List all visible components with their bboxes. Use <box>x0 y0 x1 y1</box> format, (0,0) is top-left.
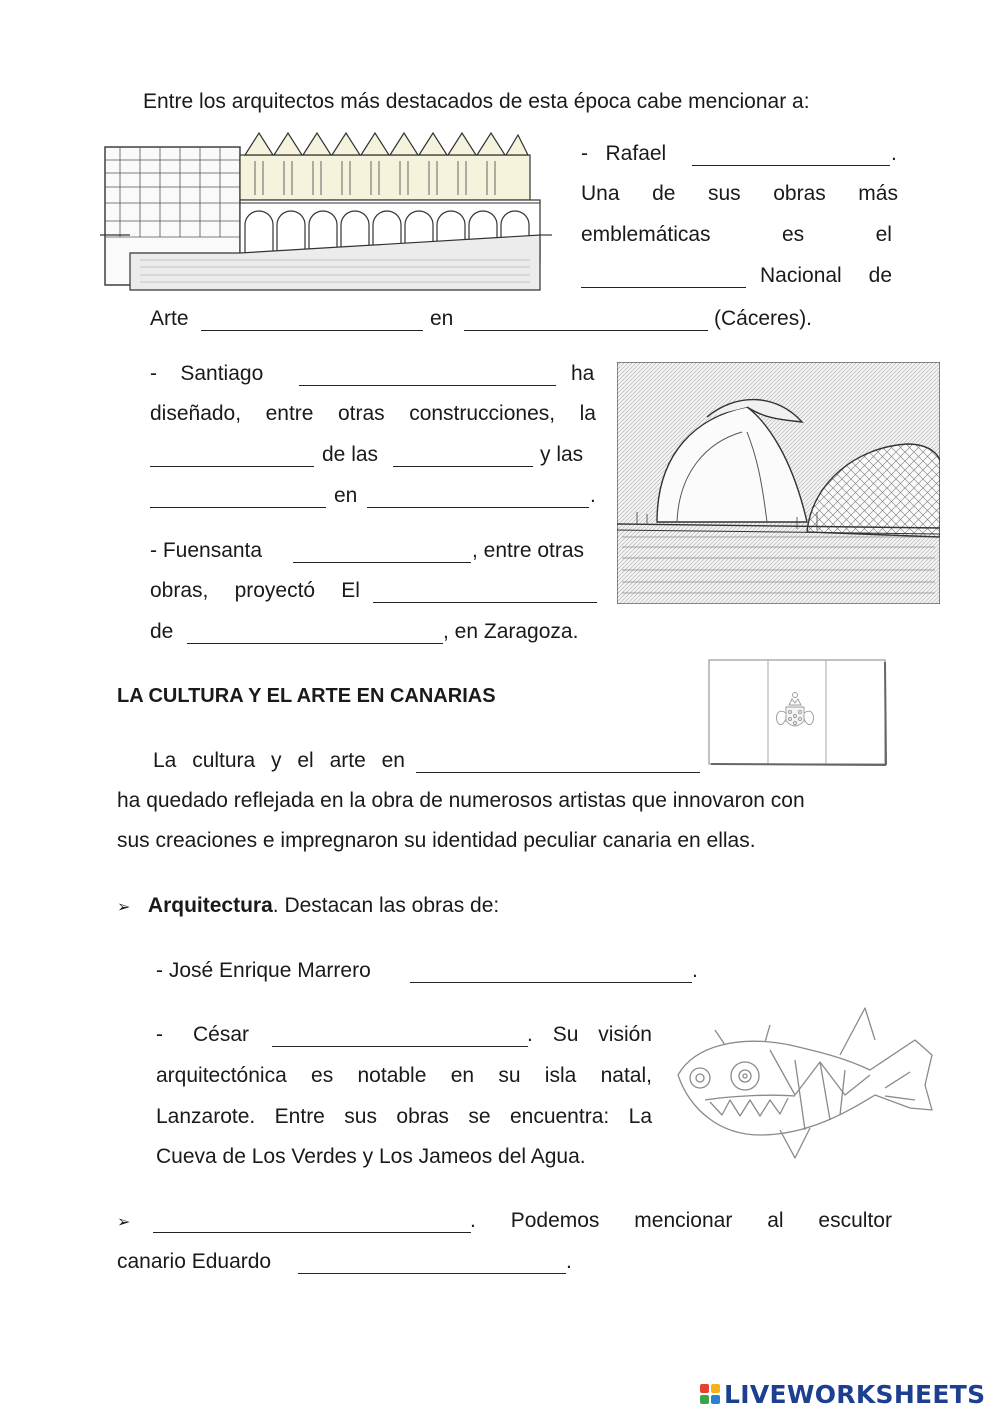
rafael-period: . <box>891 142 897 165</box>
cesar-line-1-end: . Su visión <box>527 1023 652 1046</box>
canarias-input[interactable] <box>416 748 706 772</box>
canary-flag <box>706 657 888 767</box>
cesar-line-2: arquitectónica es notable en su isla natal, <box>156 1064 652 1087</box>
museum-section-illustration <box>100 125 555 293</box>
santiago-line-2: diseñado, entre otras construcciones, la <box>150 402 596 425</box>
rafael-line-4: Nacional de <box>760 264 892 287</box>
rafael-arte1-input[interactable] <box>201 306 429 330</box>
santiago-surname-input[interactable] <box>299 361 562 385</box>
santiago-a1-input[interactable] <box>150 442 320 466</box>
escultura-input[interactable] <box>153 1208 477 1232</box>
cesar-line-4: Cueva de Los Verdes y Los Jameos del Agua. <box>156 1145 586 1168</box>
marrero-period: . <box>692 959 698 982</box>
fuensanta-de: de <box>150 620 174 643</box>
rafael-line-3: emblemáticas es el <box>581 223 892 246</box>
lws-logo-icon <box>700 1384 720 1404</box>
rafael-line-2: Una de sus obras más <box>581 182 898 205</box>
rafael-line-5: Arte <box>150 307 189 330</box>
fuensanta-obra1-input[interactable] <box>373 578 603 602</box>
rafael-arte2-input[interactable] <box>464 306 714 330</box>
rafael-line-1: - Rafael <box>581 142 667 165</box>
rafael-museo-input[interactable] <box>581 263 752 287</box>
escultura-line-1-end: . Podemos mencionar al escultor <box>470 1209 892 1232</box>
arrow-bullet-icon-2: ➢ <box>117 1214 131 1231</box>
brand-name: LIVEWORKSHEETS <box>724 1379 986 1409</box>
santiago-de-las: de las <box>322 443 379 466</box>
santiago-en: en <box>334 484 358 507</box>
santiago-line-1: - Santiago <box>150 362 264 385</box>
santiago-y-las: y las <box>540 443 584 466</box>
fuensanta-line-2: obras, proyectó El <box>150 579 360 602</box>
arrow-bullet-icon: ➢ <box>117 899 131 916</box>
fuensanta-zaragoza: , en Zaragoza. <box>443 620 579 643</box>
rafael-caceres: (Cáceres). <box>714 307 813 330</box>
santiago-a2-input[interactable] <box>393 442 539 466</box>
cesar-input[interactable] <box>272 1022 534 1046</box>
eduardo-input[interactable] <box>298 1249 572 1273</box>
rafael-surname-input[interactable] <box>692 142 896 166</box>
cesar-line-3: Lanzarote. Entre sus obras se encuentra: La <box>156 1105 652 1128</box>
fuensanta-line-1a: - Fuensanta <box>150 539 263 562</box>
marrero-text: - José Enrique Marrero <box>156 959 371 982</box>
marrero-input[interactable] <box>410 958 698 982</box>
eduardo-text: canario Eduardo <box>117 1250 272 1273</box>
fuensanta-surname-input[interactable] <box>293 538 477 562</box>
liveworksheets-logo <box>700 1380 985 1408</box>
fuensanta-line-1b: , entre otras <box>472 539 585 562</box>
city-of-arts-sketch <box>617 362 940 604</box>
fuensanta-obra2-input[interactable] <box>187 619 449 643</box>
canarias-line-1: La cultura y el arte en <box>153 749 405 772</box>
fish-drawing <box>670 1000 938 1162</box>
cesar-dash: - <box>156 1023 163 1046</box>
canarias-line-3: sus creaciones e impregnaron su identidad peculiar canaria en ellas. <box>117 829 756 852</box>
arquitectura-heading: ➢ Arquitectura. Destacan las obras de: <box>117 894 500 917</box>
santiago-b1-input[interactable] <box>150 483 332 507</box>
intro-text: Entre los arquitectos más destacados de esta época cabe mencionar a: <box>143 90 810 113</box>
rafael-en: en <box>430 307 454 330</box>
eduardo-period: . <box>566 1250 572 1273</box>
canarias-line-2: ha quedado reflejada en la obra de numerosos artistas que innovaron con <box>117 789 805 812</box>
cesar-name: César <box>193 1023 250 1046</box>
santiago-ha: ha <box>571 362 595 385</box>
santiago-b2-input[interactable] <box>367 483 595 507</box>
section-title: LA CULTURA Y EL ARTE EN CANARIAS <box>117 685 496 707</box>
santiago-period: . <box>590 484 596 507</box>
